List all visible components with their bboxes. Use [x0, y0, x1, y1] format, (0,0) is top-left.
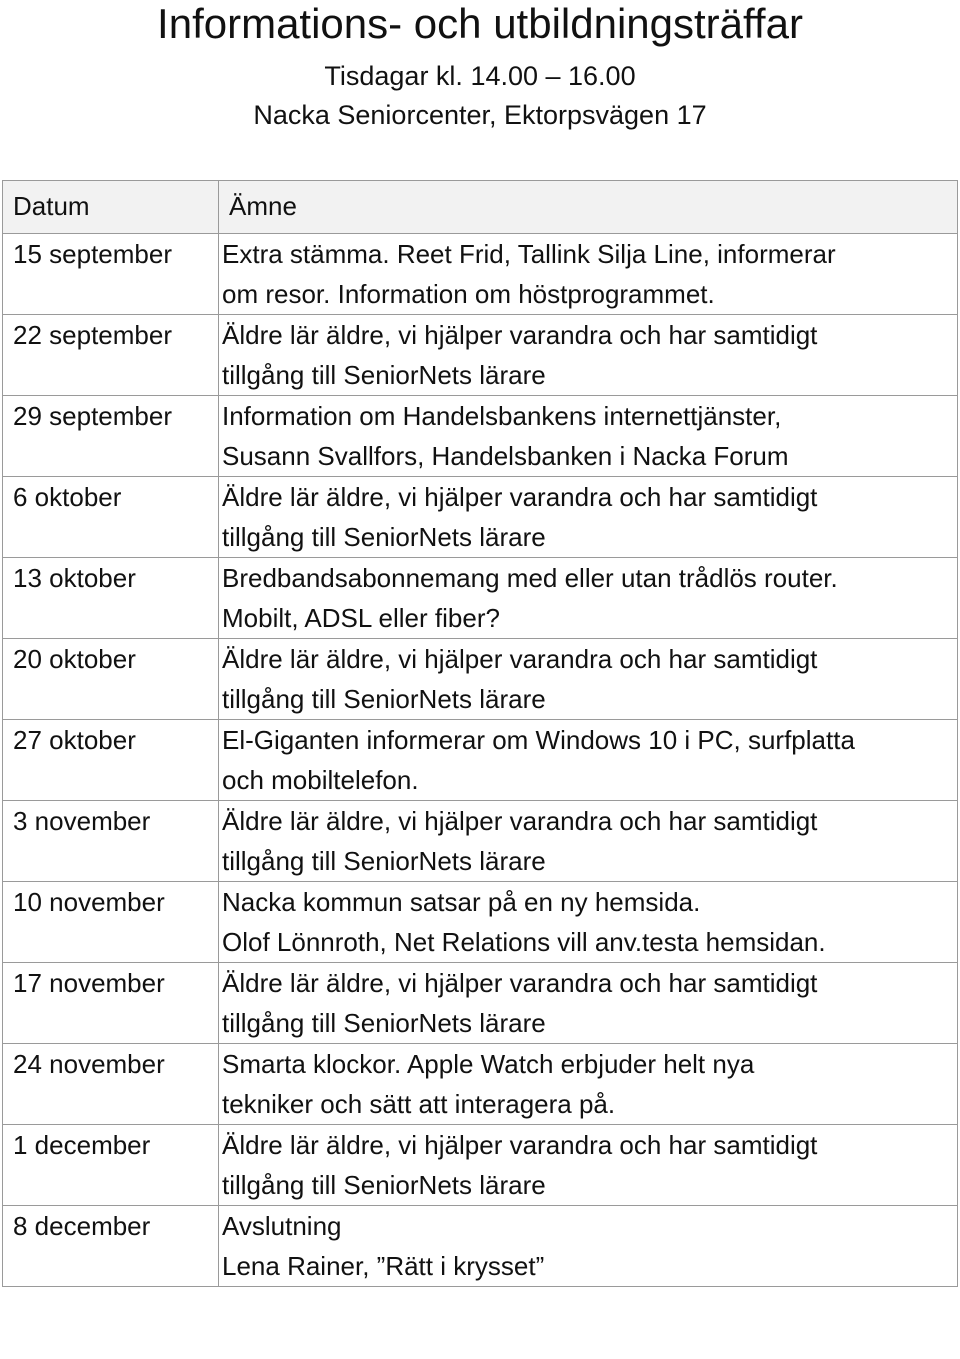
- topic-line: Äldre lär äldre, vi hjälper varandra och har samtidigt: [222, 1130, 818, 1160]
- row-topic: [219, 720, 958, 801]
- topic-line: Information om Handelsbankens internettjänster,: [222, 401, 782, 431]
- row-date: 3 november: [3, 801, 219, 882]
- topic-line: Äldre lär äldre, vi hjälper varandra och har samtidigt: [222, 968, 818, 998]
- topic-line: och mobiltelefon.: [222, 765, 419, 795]
- row-date: 24 november: [3, 1044, 219, 1125]
- row-date: 6 oktober: [3, 477, 219, 558]
- topic-line: Bredbandsabonnemang med eller utan trådlös router.: [222, 563, 838, 593]
- row-date: 29 september: [3, 396, 219, 477]
- topic-line: Mobilt, ADSL eller fiber?: [222, 603, 500, 633]
- meeting-time: Tisdagar kl. 14.00 – 16.00: [324, 61, 636, 91]
- topic-line: Olof Lönnroth, Net Relations vill anv.testa hemsidan.: [222, 927, 826, 957]
- table-row: [3, 558, 958, 639]
- row-date: 1 december: [3, 1125, 219, 1206]
- table-row: [3, 315, 958, 396]
- topic-line: Äldre lär äldre, vi hjälper varandra och har samtidigt: [222, 806, 818, 836]
- table-row: [3, 801, 958, 882]
- row-date: 27 oktober: [3, 720, 219, 801]
- topic-line: Äldre lär äldre, vi hjälper varandra och har samtidigt: [222, 320, 818, 350]
- topic-line: Nacka kommun satsar på en ny hemsida.: [222, 887, 701, 917]
- topic-line: Äldre lär äldre, vi hjälper varandra och har samtidigt: [222, 644, 818, 674]
- row-date: 13 oktober: [3, 558, 219, 639]
- table-row: [3, 396, 958, 477]
- topic-line: tekniker och sätt att interagera på.: [222, 1089, 616, 1119]
- row-topic: [219, 1044, 958, 1125]
- column-header-topic: Ämne: [219, 181, 958, 234]
- row-date: 22 september: [3, 315, 219, 396]
- topic-line: Extra stämma. Reet Frid, Tallink Silja Line, informerar: [222, 239, 836, 269]
- table-row: [3, 1206, 958, 1287]
- schedule-table-header: [3, 181, 958, 234]
- topic-line: tillgång till SeniorNets lärare: [222, 360, 546, 390]
- row-topic: [219, 963, 958, 1044]
- topic-line: tillgång till SeniorNets lärare: [222, 1008, 546, 1038]
- table-row: [3, 1044, 958, 1125]
- topic-line: Avslutning: [222, 1211, 342, 1241]
- row-topic: [219, 396, 958, 477]
- column-header-date: Datum: [3, 181, 219, 234]
- row-topic: [219, 801, 958, 882]
- topic-line: El-Giganten informerar om Windows 10 i PC, surfplatta: [222, 725, 855, 755]
- row-topic: [219, 477, 958, 558]
- table-row: [3, 639, 958, 720]
- topic-line: tillgång till SeniorNets lärare: [222, 1170, 546, 1200]
- header-row: [3, 181, 958, 234]
- topic-line: Äldre lär äldre, vi hjälper varandra och har samtidigt: [222, 482, 818, 512]
- meeting-place: Nacka Seniorcenter, Ektorpsvägen 17: [253, 100, 707, 130]
- row-topic: [219, 558, 958, 639]
- topic-line: tillgång till SeniorNets lärare: [222, 522, 546, 552]
- row-topic: [219, 882, 958, 963]
- document-title: Informations- och utbildningsträffar: [157, 0, 803, 47]
- row-topic: [219, 1206, 958, 1287]
- topic-line: tillgång till SeniorNets lärare: [222, 846, 546, 876]
- table-row: [3, 477, 958, 558]
- row-date: 17 november: [3, 963, 219, 1044]
- table-row: [3, 234, 958, 315]
- topic-line: tillgång till SeniorNets lärare: [222, 684, 546, 714]
- table-row: [3, 963, 958, 1044]
- table-row: [3, 882, 958, 963]
- table-row: [3, 720, 958, 801]
- row-date: 20 oktober: [3, 639, 219, 720]
- row-topic: [219, 639, 958, 720]
- row-topic: [219, 234, 958, 315]
- topic-line: Smarta klockor. Apple Watch erbjuder helt nya: [222, 1049, 755, 1079]
- row-topic: [219, 1125, 958, 1206]
- table-row: [3, 1125, 958, 1206]
- row-date: 15 september: [3, 234, 219, 315]
- topic-line: Lena Rainer, ”Rätt i krysset”: [222, 1251, 545, 1281]
- topic-line: om resor. Information om höstprogrammet.: [222, 279, 715, 309]
- schedule-table: [2, 180, 958, 1287]
- topic-line: Susann Svallfors, Handelsbanken i Nacka Forum: [222, 441, 789, 471]
- row-topic: [219, 315, 958, 396]
- schedule-table-body: [3, 234, 958, 1287]
- row-date: 8 december: [3, 1206, 219, 1287]
- row-date: 10 november: [3, 882, 219, 963]
